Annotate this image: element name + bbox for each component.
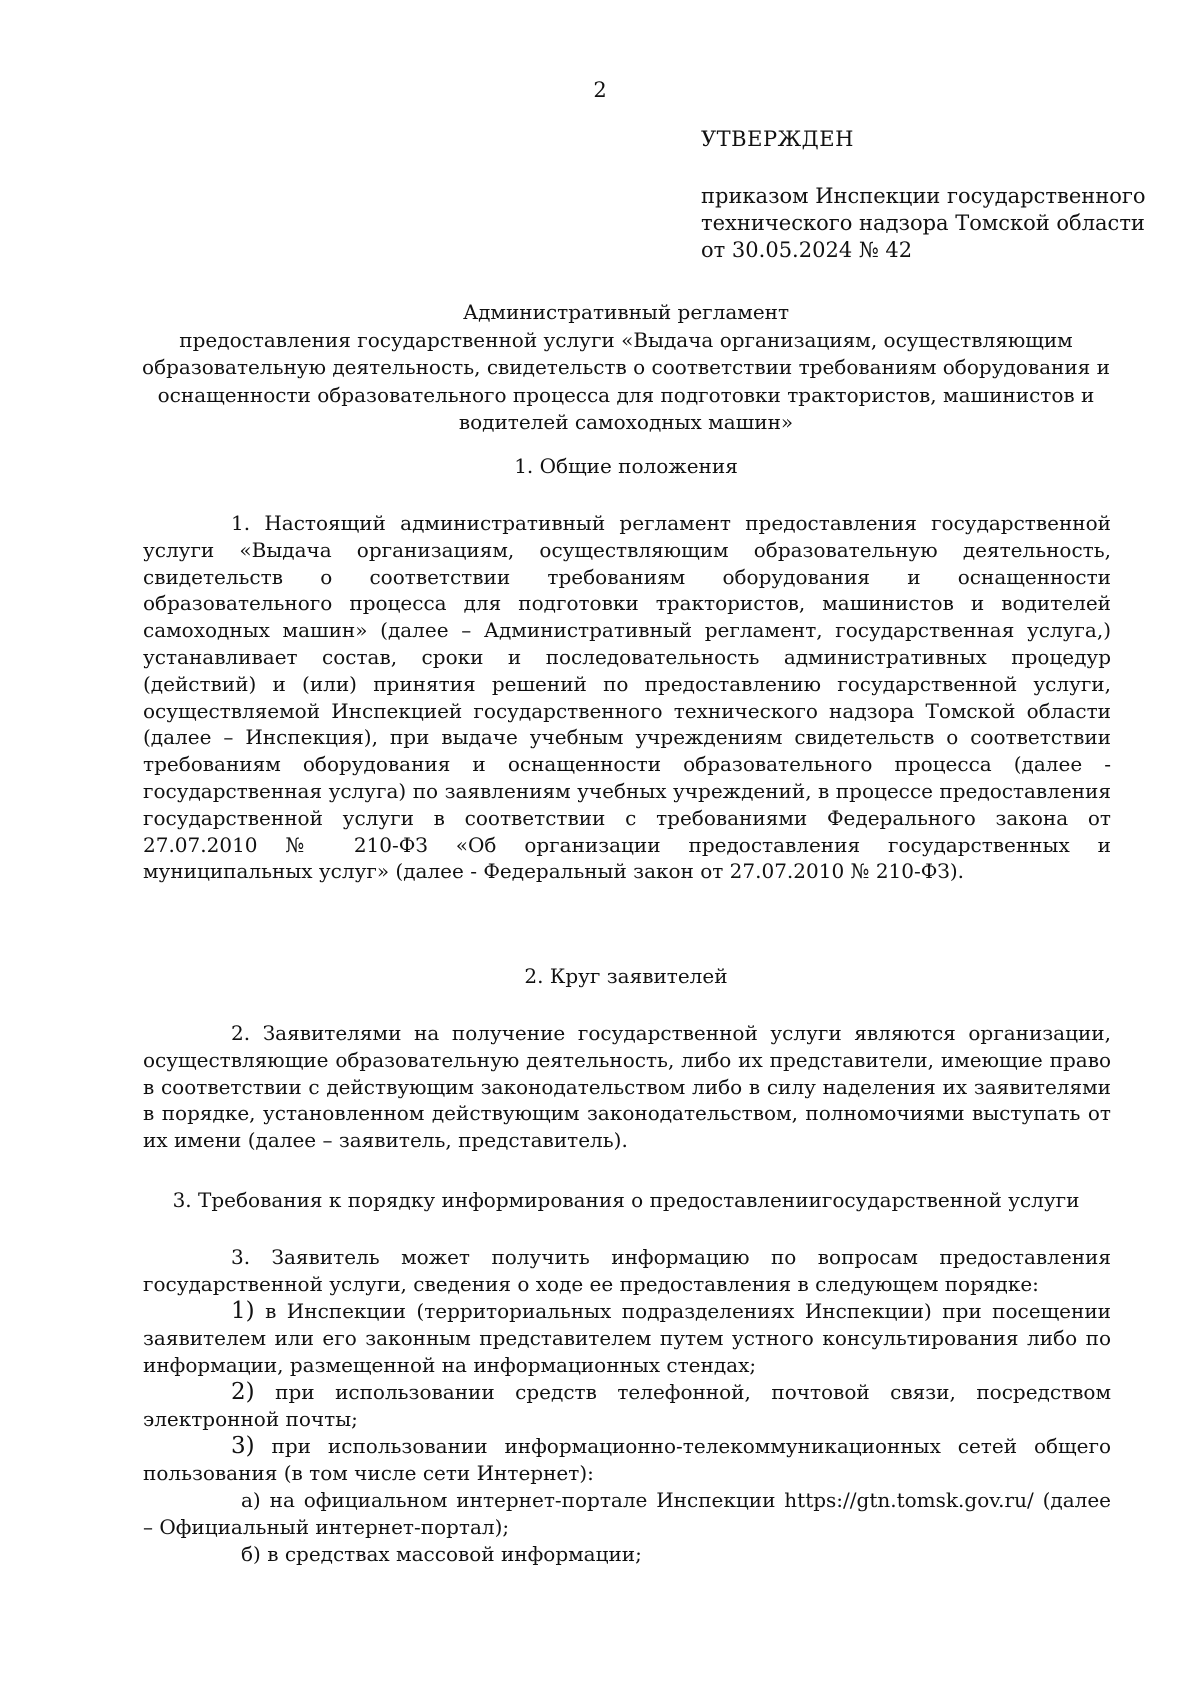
- paragraph-text: 3. Заявитель может получить информацию по вопросам предоставления государственной услуги, сведения о ходе ее предоставления в следующем порядке:: [143, 1245, 1111, 1296]
- section-heading: 3. Требования к порядку информирования о предоставлениигосударственной услуги: [172, 1188, 1080, 1212]
- approval-block: [701, 126, 1146, 264]
- approval-title: УТВЕРЖДЕН: [701, 127, 854, 151]
- list-item: [143, 1379, 1111, 1433]
- list-item-text: в Инспекции (территориальных подразделениях Инспекции) при посещении заявителем или его законным представителем путем устного консультирования либо по информации, размещенной на информационных стендах;: [143, 1299, 1112, 1377]
- sub-list-item-text: б) в средствах массовой информации;: [241, 1542, 642, 1566]
- paragraph-1: [143, 510, 1111, 885]
- page-number: 2: [593, 78, 607, 102]
- list-item-number: 1): [231, 1298, 255, 1324]
- title-line: оснащенности образовательного процесса для подготовки трактористов, машинистов и: [157, 382, 1095, 407]
- list-item-number: 2): [231, 1379, 255, 1405]
- list-item-number: 3): [231, 1433, 255, 1459]
- list-item: [143, 1433, 1111, 1487]
- paragraph-text: 1. Настоящий административный регламент предоставления государственной услуги «Выдача организациям, осуществляющим образовательную деятельность, свидетельств о соответствии требованиям оборудования и оснащенности образовательного процесса для подготовки трактористов, машинистов и водителей самоходных машин» (далее – Административный регламент, государственная услуга,) устанавливает состав, сроки и последовательность административных процедур (действий) и (или) принятия решений по предоставлению государственной услуги, осуществляемой Инспекцией государственного технического надзора Томской области (далее – Инспекция), при выдаче учебным учреждениям свидетельств о соответствии требованиям оборудования и оснащенности образовательного процесса (далее - государственная услуга) по заявлениям учебных учреждений, в процессе предоставления государственной услуги в соответствии с требованиями Федерального закона от 27.07.2010 № 210-ФЗ «Об организации предоставления государственных и муниципальных услуг» (далее - Федеральный закон от 27.07.2010 № 210-ФЗ).: [143, 511, 1111, 884]
- section-heading: 1. Общие положения: [514, 454, 738, 478]
- paragraph-3: [143, 1244, 1111, 1298]
- sub-list-item: [143, 1487, 1111, 1541]
- title-line: предоставления государственной услуги «Выдача организациям, осуществляющим: [179, 327, 1073, 352]
- approval-line: приказом Инспекции государственного: [701, 184, 1146, 208]
- title-line: образовательную деятельность, свидетельств о соответствии требованиям оборудования и: [142, 355, 1110, 379]
- title-line: водителей самоходных машин»: [458, 410, 794, 434]
- list-item: [143, 1298, 1111, 1378]
- section-heading: 2. Круг заявителей: [524, 964, 728, 988]
- paragraph-text: 2. Заявителями на получение государственной услуги являются организации, осуществляющие образовательную деятельность, либо их представители, имеющие право в соответствии с действующим законодательством либо в силу наделения их заявителями в порядке, установленном действующим законодательством, полномочиями выступать от их имени (далее – заявитель, представитель).: [143, 1021, 1111, 1153]
- approval-line: от 30.05.2024 № 42: [701, 238, 913, 262]
- list-item-text: при использовании информационно-телекоммуникационных сетей общего пользования (в том числе сети Интернет):: [143, 1434, 1111, 1485]
- paragraph-2: [143, 1020, 1111, 1154]
- sub-list-item: [143, 1541, 1111, 1568]
- approval-line: технического надзора Томской области: [701, 211, 1145, 235]
- title-line: Административный регламент: [462, 300, 790, 324]
- sub-list-item-text: а) на официальном интернет-портале Инспекции https://gtn.tomsk.gov.ru/ (далее – Официальный интернет-портал);: [143, 1488, 1111, 1539]
- document-title: [140, 299, 1112, 437]
- list-item-text: при использовании средств телефонной, почтовой связи, посредством электронной почты;: [143, 1380, 1111, 1431]
